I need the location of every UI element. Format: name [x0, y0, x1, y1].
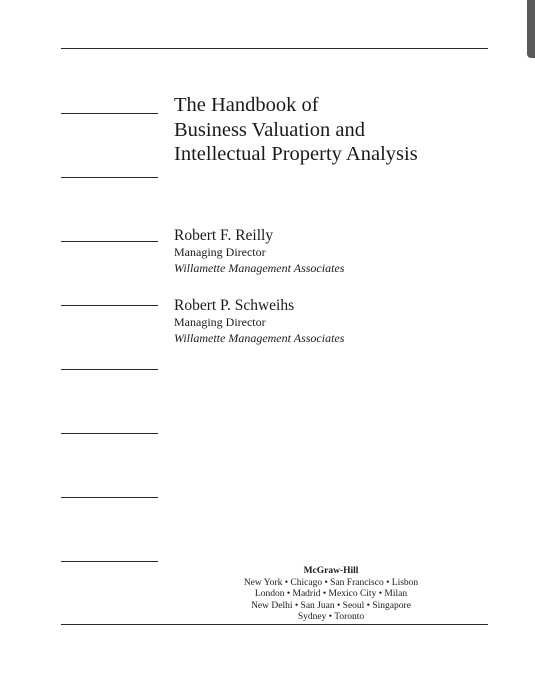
publisher-cities-line-2: London • Madrid • Mexico City • Milan	[254, 589, 408, 599]
author-name: Robert P. Schweihs	[174, 297, 295, 314]
margin-line	[61, 113, 158, 114]
book-title-line-1: The Handbook of	[174, 94, 319, 116]
margin-line	[61, 305, 158, 306]
margin-line	[61, 177, 158, 178]
margin-line	[61, 497, 158, 498]
author-organization: Willamette Management Associates	[174, 260, 345, 275]
publisher-cities-line-1: New York • Chicago • San Francisco • Lisbon	[243, 577, 419, 588]
publisher-name: McGraw-Hill	[303, 566, 359, 576]
book-title-line-3: Intellectual Property Analysis	[174, 143, 418, 165]
author-block-schweihs	[174, 296, 344, 346]
top-rule	[61, 48, 488, 49]
author-name: Robert F. Reilly	[174, 227, 274, 244]
book-title-line-2: Business Valuation and	[174, 118, 365, 141]
author-role: Managing Director	[174, 315, 266, 329]
margin-line	[61, 561, 158, 562]
bottom-rule	[61, 624, 488, 625]
publisher-cities-line-3: New Delhi • San Juan • Seoul • Singapore	[251, 600, 411, 611]
book-title	[174, 93, 418, 167]
margin-line	[61, 369, 158, 370]
publisher-cities-line-4: Sydney • Toronto	[297, 612, 365, 622]
margin-line	[61, 241, 158, 242]
scrollbar-handle[interactable]	[527, 0, 535, 58]
author-block-reilly	[174, 226, 344, 276]
author-organization: Willamette Management Associates	[174, 330, 345, 345]
margin-line	[61, 433, 158, 434]
author-role: Managing Director	[174, 245, 266, 259]
publisher-imprint	[221, 566, 441, 624]
